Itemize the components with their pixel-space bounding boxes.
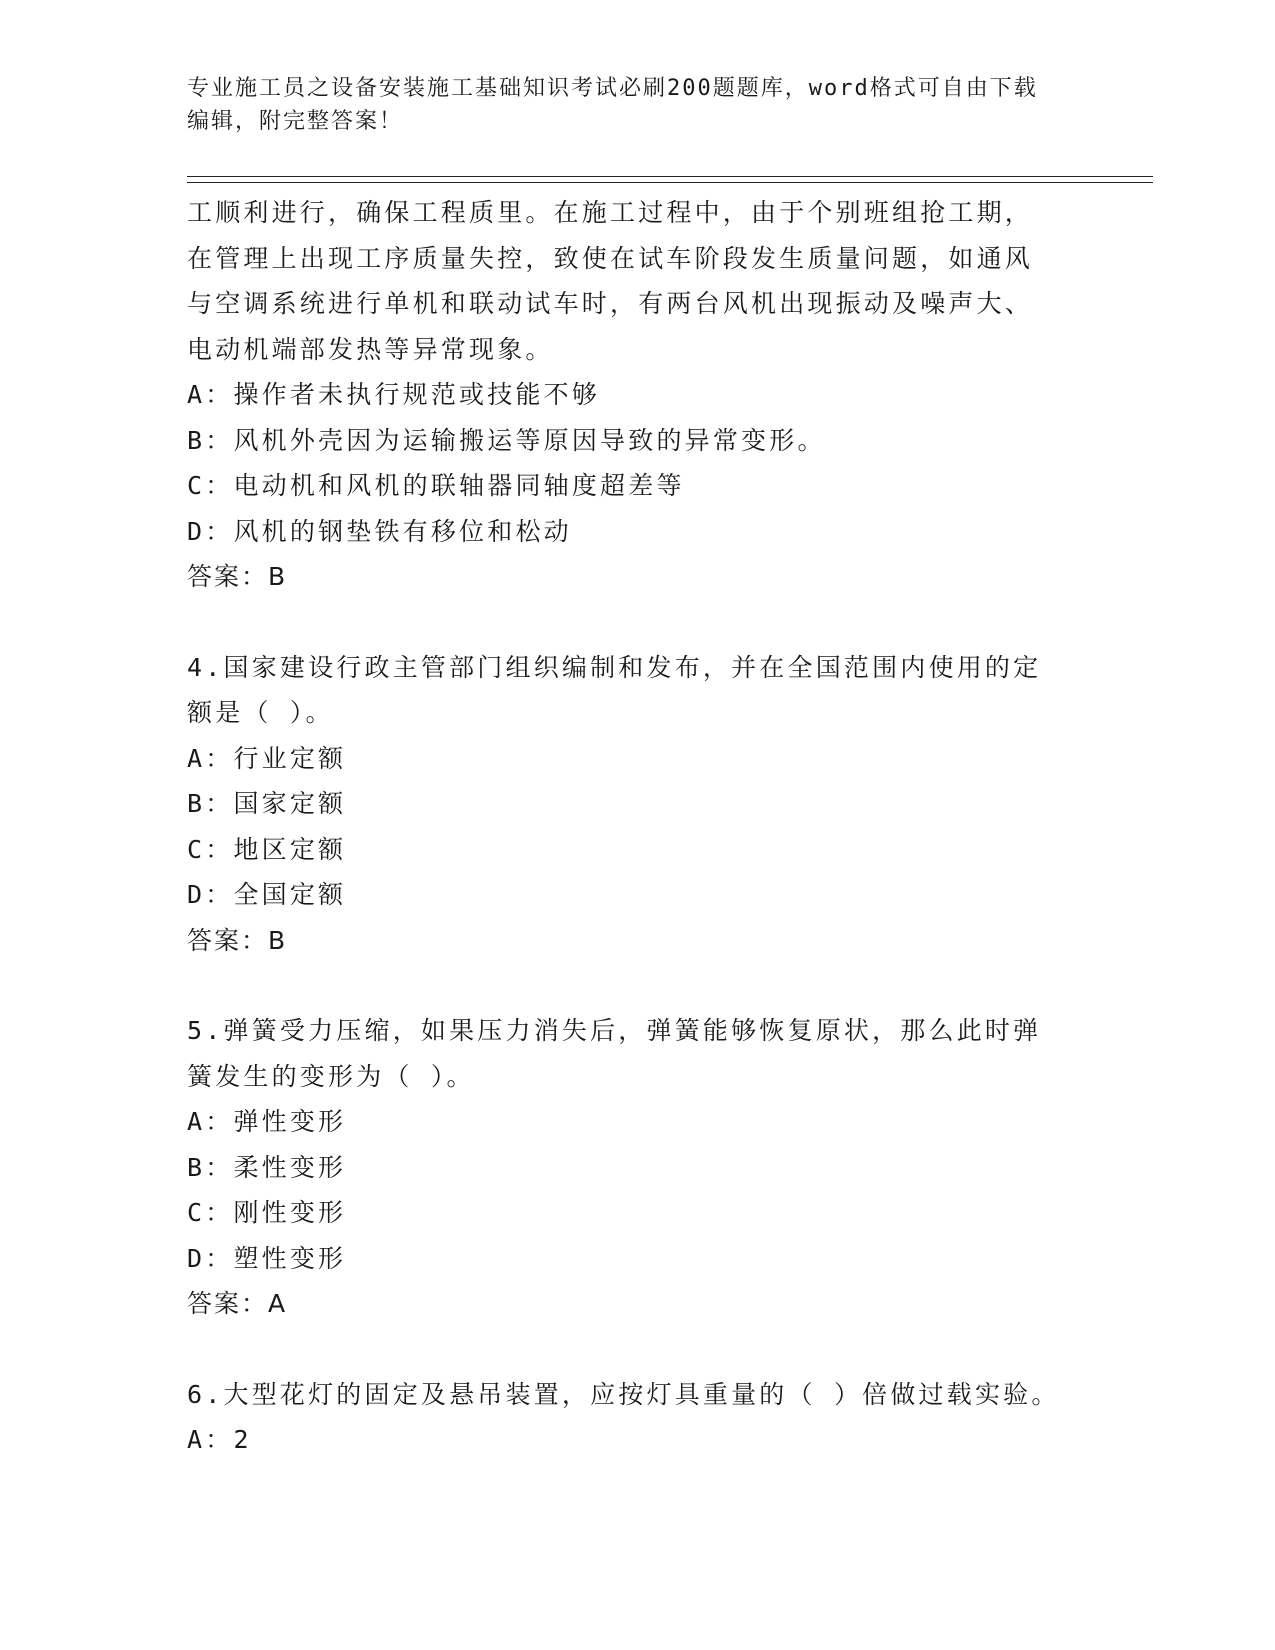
question-list (187, 190, 1087, 1463)
header-title-line-2: 编辑，附完整答案！ (187, 109, 404, 134)
question-stem-line: 在管理上出现工序质量失控，致使在试车阶段发生质量问题，如通风 (187, 243, 1034, 273)
answer-line: 答案：A (187, 1289, 288, 1318)
question-4 (187, 645, 1087, 964)
option-c: C：地区定额 (187, 834, 347, 864)
header-title-line-1: 专业施工员之设备安装施工基础知识考试必刷200题题库，word格式可自由下载 (187, 76, 1038, 101)
answer-line: 答案：B (187, 562, 288, 591)
question-stem-line: 额是（ ）。 (187, 698, 334, 727)
option-a: A：2 (187, 1425, 252, 1454)
question-6 (187, 1372, 1087, 1463)
question-spacer (187, 1327, 1087, 1372)
answer-line: 答案：B (187, 925, 288, 955)
question-stem-line: 簧发生的变形为（ ）。 (187, 1061, 475, 1091)
option-b: B：柔性变形 (187, 1152, 347, 1182)
question-5 (187, 1008, 1087, 1327)
option-a: A：弹性变形 (187, 1107, 347, 1136)
question-stem-line: 6.大型花灯的固定及悬吊装置，应按灯具重量的（ ）倍做过载实验。 (187, 1379, 1060, 1409)
option-b: B：国家定额 (187, 789, 347, 818)
header-divider-top (187, 176, 1153, 177)
option-d: D：塑性变形 (187, 1243, 347, 1273)
option-c: C：刚性变形 (187, 1198, 347, 1227)
option-a: A：操作者未执行规范或技能不够 (187, 380, 601, 409)
question-stem-line: 电动机端部发热等异常现象。 (187, 334, 554, 364)
question-spacer (187, 963, 1087, 1008)
option-d: D：风机的钢垫铁有移位和松动 (187, 516, 572, 546)
document-header (187, 72, 1087, 138)
option-a: A：行业定额 (187, 743, 347, 773)
question-stem-line: 5.弹簧受力压缩，如果压力消失后，弹簧能够恢复原状，那么此时弹 (187, 1016, 1042, 1045)
question-stem-line: 4.国家建设行政主管部门组织编制和发布，并在全国范围内使用的定 (187, 652, 1042, 682)
header-divider-bottom (187, 182, 1153, 183)
question-stem-line: 工顺利进行，确保工程质里。在施工过程中，由于个别班组抢工期， (187, 198, 1034, 227)
question-spacer (187, 600, 1087, 645)
question-stem-line: 与空调系统进行单机和联动试车时，有两台风机出现振动及噪声大、 (187, 289, 1034, 318)
option-c: C：电动机和风机的联轴器同轴度超差等 (187, 471, 685, 500)
question-3 (187, 190, 1087, 600)
option-d: D：全国定额 (187, 880, 347, 909)
option-b: B：风机外壳因为运输搬运等原因导致的异常变形。 (187, 425, 826, 455)
